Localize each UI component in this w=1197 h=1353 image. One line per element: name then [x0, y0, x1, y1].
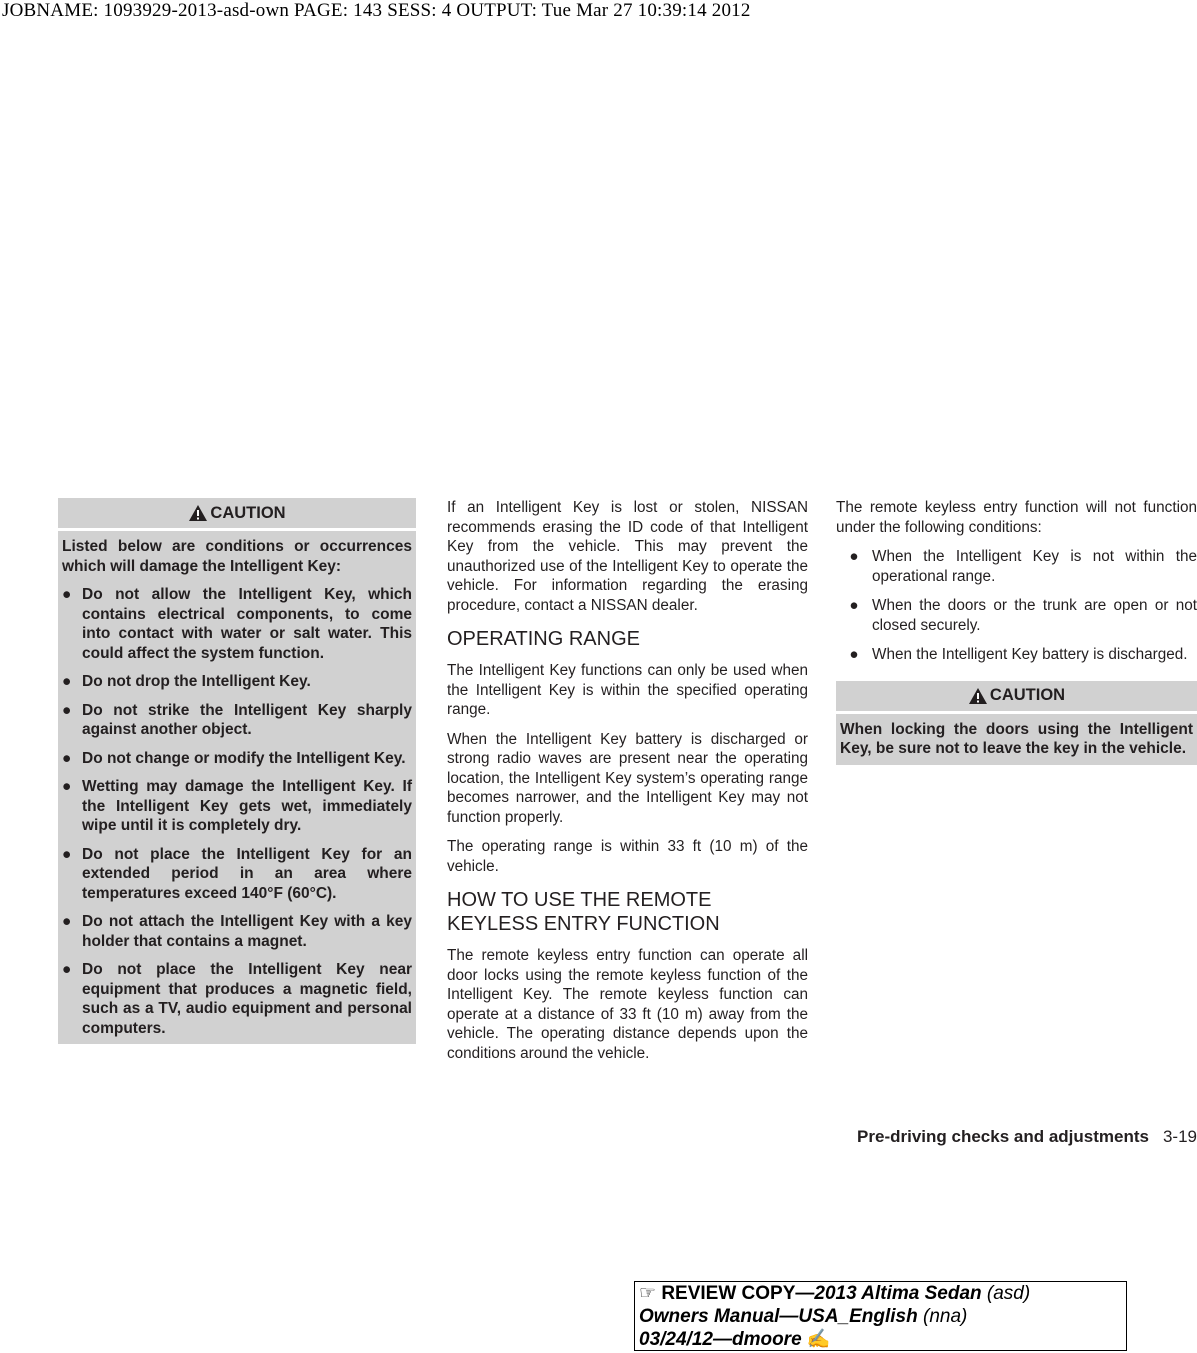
review-manual: Owners Manual—USA_English: [639, 1306, 918, 1327]
bullet-icon: ●: [62, 701, 72, 719]
condition-item-text: When the doors or the trunk are open or not closed securely.: [872, 597, 1197, 634]
bullet-icon: ●: [849, 646, 859, 663]
review-copy-box: [634, 1281, 1127, 1351]
right-column: [836, 498, 1197, 765]
remote-keyless-heading: HOW TO USE THE REMOTE KEYLESS ENTRY FUNCTION: [447, 889, 720, 935]
footer-section: Pre-driving checks and adjustments: [857, 1127, 1149, 1146]
caution-title-left: CAUTION: [210, 503, 286, 522]
pointing-hand-icon: ☞: [639, 1283, 657, 1304]
bullet-icon: ●: [62, 845, 72, 863]
jobname-header: JOBNAME: 1093929-2013-asd-own PAGE: 143 SESS: 4 OUTPUT: Tue Mar 27 10:39:14 2012: [2, 0, 751, 21]
bullet-icon: ●: [849, 548, 859, 565]
condition-item: [836, 596, 1197, 635]
warning-triangle-icon: [188, 504, 208, 522]
review-title: 2013 Altima Sedan: [814, 1283, 982, 1304]
bullet-icon: ●: [62, 913, 72, 930]
middle-column: [447, 498, 808, 1073]
operating-range-p3: The operating range is within 33 ft (10 m) of the vehicle.: [447, 838, 808, 875]
caution-box-left: [58, 498, 416, 1044]
operating-range-p1: The Intelligent Key functions can only be used when the Intelligent Key is within the specified operating range.: [447, 662, 808, 718]
caution-item: [62, 701, 412, 740]
page-footer: [857, 1127, 1197, 1147]
warning-triangle-icon: [968, 687, 988, 705]
bullet-icon: ●: [62, 673, 72, 690]
caution-header-right: [836, 681, 1197, 714]
condition-item: [836, 645, 1197, 665]
caution-item: [62, 960, 412, 1038]
condition-item: [836, 547, 1197, 586]
caution-item-text: Do not place the Intelligent Key near equipment that produces a magnetic field, such as a TV, audio equipment and personal computers.: [82, 961, 412, 1037]
caution-item: [62, 585, 412, 663]
writing-hand-icon: ✍: [806, 1329, 831, 1350]
review-line-3: [639, 1328, 1126, 1351]
condition-item-text: When the Intelligent Key battery is discharged.: [872, 646, 1188, 663]
caution-item: [62, 777, 412, 836]
bullet-icon: ●: [62, 586, 72, 603]
caution-item: [62, 672, 412, 692]
lost-key-paragraph: If an Intelligent Key is lost or stolen, NISSAN recommends erasing the ID code of that Intelligent Key from the vehicle. This may prevent the unauthorized use of the Intelligent Key to operate the vehicle. For information regarding the erasing procedure, contact a NISSAN dealer.: [447, 499, 808, 614]
caution-item: [62, 749, 412, 769]
review-label: REVIEW COPY—: [661, 1283, 815, 1304]
caution-item-text: Do not place the Intelligent Key for an extended period in an area where temperatures exceed 140°F (60°C).: [82, 845, 412, 902]
review-code: (asd): [986, 1283, 1031, 1304]
caution-intro: Listed below are conditions or occurrences which will damage the Intelligent Key:: [62, 538, 412, 575]
condition-item-text: When the Intelligent Key is not within the operational range.: [872, 548, 1197, 585]
review-line-2: [639, 1305, 1126, 1328]
caution-text-right: When locking the doors using the Intelligent Key, be sure not to leave the key in the vehicle.: [840, 720, 1193, 757]
operating-range-p2: When the Intelligent Key battery is discharged or strong radio waves are present near the operating location, the Intelligent Key system’s operating range becomes narrower, and the Intelligent Key may not function properly.: [447, 730, 808, 826]
review-date: 03/24/12—dmoore: [639, 1329, 802, 1350]
bullet-icon: ●: [62, 961, 72, 978]
caution-item-text: Do not change or modify the Intelligent Key.: [82, 749, 406, 767]
conditions-intro: The remote keyless entry function will not function under the following conditions:: [836, 499, 1197, 536]
caution-item-text: Do not attach the Intelligent Key with a key holder that contains a magnet.: [82, 913, 412, 950]
caution-item-text: Do not strike the Intelligent Key sharply against another object.: [82, 701, 412, 738]
caution-item-text: Wetting may damage the Intelligent Key. If the Intelligent Key gets wet, immediately wipe until it is completely dry.: [82, 778, 412, 834]
review-lang-code: (nna): [923, 1306, 968, 1327]
left-column: [58, 498, 416, 1044]
page-number: 3-19: [1162, 1127, 1197, 1146]
caution-item: [62, 912, 412, 951]
caution-item-text: Do not allow the Intelligent Key, which contains electrical components, to come into contact with water or salt water. This could affect the system function.: [82, 586, 412, 662]
caution-item: [62, 845, 412, 904]
review-line-1: [639, 1282, 1126, 1305]
bullet-icon: ●: [62, 749, 72, 767]
bullet-icon: ●: [62, 778, 72, 795]
caution-item-text: Do not drop the Intelligent Key.: [82, 673, 311, 690]
remote-keyless-p1: The remote keyless entry function can operate all door locks using the remote keyless function of the Intelligent Key. The remote keyless function can operate at a distance of 33 ft (10 m) away from the vehicle. The operating distance depends upon the conditions around the vehicle.: [447, 947, 808, 1062]
caution-title-right: CAUTION: [989, 686, 1066, 704]
caution-header-left: [58, 498, 416, 531]
caution-box-right: [836, 681, 1197, 765]
operating-range-heading: OPERATING RANGE: [447, 628, 640, 650]
bullet-icon: ●: [849, 597, 859, 614]
